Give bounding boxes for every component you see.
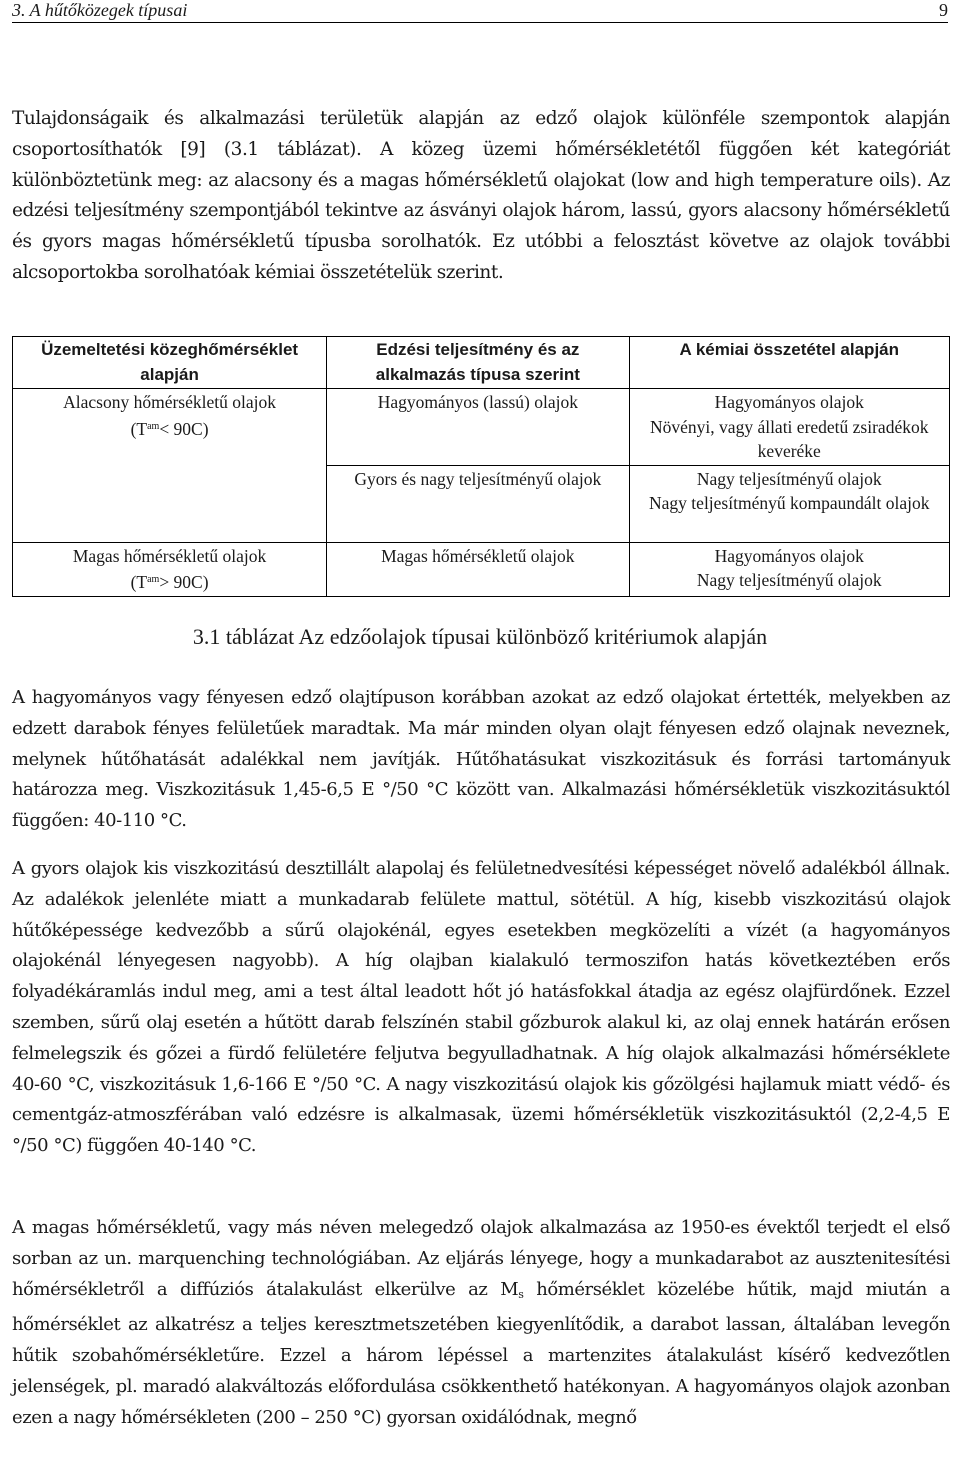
table-caption: 3.1 táblázat Az edzőolajok típusai különböző kritériumok alapján — [192, 624, 768, 649]
table-header-cell: Üzemeltetési közeghőmérséklet alapján — [13, 337, 327, 389]
high-temp-condition: $(T^{am}> 90C)$ — [130, 572, 209, 592]
chapter-title: 3. A hűtőközegek típusai — [12, 0, 188, 20]
table-cell: Hagyományos (lassú) olajok — [327, 389, 629, 466]
table-row — [13, 542, 950, 596]
table-cell: Gyors és nagy teljesítményű olajok — [327, 465, 629, 542]
low-temp-name: Alacsony hőmérsékletű olajok — [63, 392, 276, 412]
table-cell-high-temp — [13, 542, 327, 596]
table-header-row — [13, 337, 950, 389]
paragraph-intro: Tulajdonságaik és alkalmazási területük alapján az edző olajok különféle szempontok alapján csoportosíthatók [9] (3.1 táblázat). A közeg üzemi hőmérsékletétől függően két kategóriát különböztetünk meg: az alacsony és a magas hőmérsékletű olajokat (low and high temperature oils). Az edzési teljesítmény szempontjából tekintve az ásványi olajok három, lassú, gyors alacsony hőmérsékletű és gyors magas hőmérsékletű típusba sorolhatók. Ez utóbbi a felosztást követve az olajok további alcsoportokba sorolhatóak kémiai összetételük szerint. — [12, 108, 950, 283]
table-cell: Hagyományos olajok Növényi, vagy állati eredetű zsiradékok keveréke — [629, 389, 949, 466]
table-header-cell: Edzési teljesítmény és az alkalmazás típusa szerint — [327, 337, 629, 389]
table-row — [13, 389, 950, 466]
table-cell-empty — [13, 465, 327, 542]
page-number: 9 — [939, 0, 948, 20]
table-row — [13, 465, 950, 542]
page-header — [12, 0, 948, 23]
table-cell: Nagy teljesítményű olajok Nagy teljesítményű kompaundált olajok — [629, 465, 949, 542]
paragraph-hot-oils: A magas hőmérsékletű, vagy más néven melegedző olajok alkalmazása az 1950-es évektől terjedt el első sorban az un. marquenching technológiában. Az eljárás lényege, hogy a munkadarabot az ausztenitesítési hőmérsékletről a diffúziós átalakulást elkerülve az $M_s$ hőmérséklet közelébe hűtik, majd miután a hőmérséklet az alkatrész a teljes keresztmetszetében kiegyenlítődik, a darabot lassan, általában levegőn hűtik szobahőmérsékletűre. Ezzel a három lépéssel a martenzites átalakulást kísérő kedvezőtlen jelenségek, pl. maradó alakváltozás előfordulása csökkenthető hatékonyan. A hagyományos olajok azonban ezen a nagy hőmérsékleten (200 – 250 °C) gyorsan oxidálódnak, megnő — [12, 1217, 950, 1428]
high-temp-name: Magas hőmérsékletű olajok — [72, 545, 267, 566]
paragraph-fast-oils: A gyors olajok kis viszkozitású desztillált alapolaj és felületnedvesítési képességet növelő adalékból állnak. Az adalékok jelenléte miatt a munkadarab felülete mattul, sötétül. A híg, kisebb viszkozitású olajok hűtőképessége kedvezőbb a sűrű olajokénál, egyes esetekben megközelíti a vízét (a hagyományos olajokénál lényegesen nagyobb). A híg olajban kialakuló termoszifon hatás következtében erős folyadékáramlás indul meg, ami a test által leadott hőt jó hatásfokkal átadja az egész olajfürdőnek. Ezzel szemben, sűrű olaj esetén a hűtött darab felszínén stabil gőzburok alakul ki, az olaj ennek határán erősen felmelegszik és gőzei a fürdő felületére feljutva begyulladhatnak. A híg olajok alkalmazási hőmérséklete 40-60 °C, viszkozitásuk 1,6-166 E °/50 °C. A nagy viszkozitású olajok kis gőzölgési hajlamuk miatt védő- és cementgáz-atmoszférában való edzésre is alkalmasak, üzemi hőmérsékletük viszkozitásuktól (2,2-4,5 E °/50 °C) függően 40-140 °C. — [12, 858, 950, 1157]
table-header-cell: A kémiai összetétel alapján — [629, 337, 949, 389]
table-cell: Hagyományos olajok Nagy teljesítményű olajok — [629, 542, 949, 596]
oil-types-table — [12, 336, 950, 597]
paragraph-traditional-oils: A hagyományos vagy fényesen edző olajtípuson korábban azokat az edző olajokat értették, melyekben az edzett darabok fényes felületűek maradtak. Ma már minden olyan olajt fényesen edző olajnak neveznek, melynek hűtőhatását adalékkal nem javítják. Hűtőhatásukat viszkozitásuk és forrási tartományuk határozza meg. Viszkozitásuk 1,45-6,5 E °/50 °C között van. Alkalmazási hőmérsékletük viszkozitásuktól függően: 40-110 °C. — [12, 687, 950, 832]
low-temp-condition: $(T^{am}< 90C)$ — [130, 418, 209, 439]
table-cell: Magas hőmérsékletű olajok — [327, 542, 629, 596]
table-cell-low-temp — [13, 389, 327, 466]
